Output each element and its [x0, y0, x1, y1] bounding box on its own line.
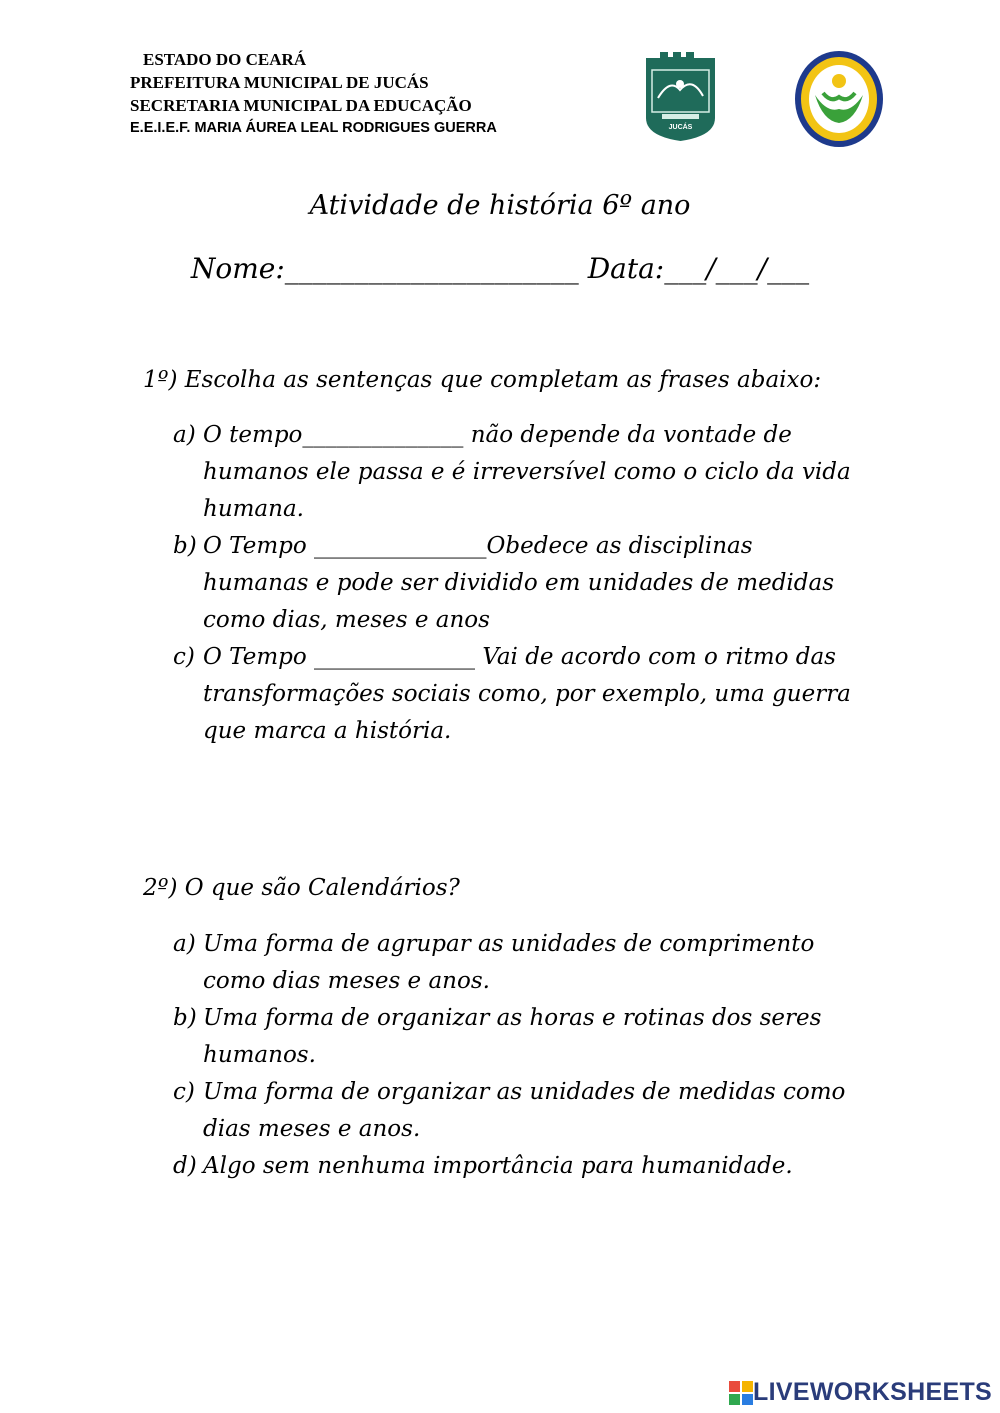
header-state: ESTADO DO CEARÁ: [143, 50, 307, 69]
question-1-option-c[interactable]: [173, 639, 863, 750]
option-text: O Tempo _______________Obedece as disciplinas humanas e pode ser dividido em unidades de medidas como dias, meses e anos: [203, 533, 835, 633]
school-seal-logo: [793, 47, 885, 151]
option-text: O Tempo ______________ Vai de acordo com o ritmo das transformações sociais como, por exemplo, uma guerra que marca a história.: [203, 644, 851, 744]
option-label: a): [173, 931, 196, 957]
header-school: E.E.I.E.F. MARIA ÁUREA LEAL RODRIGUES GUERRA: [130, 120, 497, 136]
liveworksheets-brand: [729, 1378, 992, 1407]
city-crest-logo: [640, 48, 721, 143]
question-2-option-c[interactable]: [173, 1074, 863, 1148]
question-1-prompt: 1º) Escolha as sentenças que completam as frases abaixo:: [143, 367, 822, 393]
option-label: b): [173, 533, 197, 559]
option-label: c): [173, 1079, 195, 1105]
question-1-option-a[interactable]: [173, 417, 863, 528]
option-text: Uma forma de agrupar as unidades de comprimento como dias meses e anos.: [203, 931, 815, 994]
option-text: O tempo______________ não depende da vontade de humanos ele passa e é irreversível como o ciclo da vida humana.: [203, 422, 851, 522]
header-secretariat: SECRETARIA MUNICIPAL DA EDUCAÇÃO: [130, 96, 472, 115]
question-2-prompt: 2º) O que são Calendários?: [143, 875, 460, 901]
brand-wordmark: LIVEWORKSHEETS: [753, 1378, 992, 1406]
name-date-line[interactable]: Nome:_____________________ Data:___/___/___: [190, 252, 810, 285]
option-text: Uma forma de organizar as unidades de medidas como dias meses e anos.: [203, 1079, 846, 1142]
option-label: b): [173, 1005, 197, 1031]
option-text: Uma forma de organizar as horas e rotinas dos seres humanos.: [203, 1005, 822, 1068]
question-2-options: [173, 926, 863, 1185]
worksheet-title: Atividade de história 6º ano: [309, 190, 691, 221]
svg-text:JUCÁS: JUCÁS: [668, 124, 693, 131]
question-1-option-b[interactable]: [173, 528, 863, 639]
option-text: Algo sem nenhuma importância para humanidade.: [203, 1153, 793, 1179]
option-label: a): [173, 422, 196, 448]
header-prefecture: PREFEITURA MUNICIPAL DE JUCÁS: [130, 73, 429, 92]
option-label: c): [173, 644, 195, 670]
liveworksheets-logo-icon: [729, 1381, 753, 1405]
question-1-options: [173, 417, 863, 750]
question-2-option-b[interactable]: [173, 1000, 863, 1074]
question-2-option-d[interactable]: [173, 1148, 863, 1185]
school-header: [130, 48, 497, 140]
option-label: d): [173, 1153, 197, 1179]
question-2-option-a[interactable]: [173, 926, 863, 1000]
